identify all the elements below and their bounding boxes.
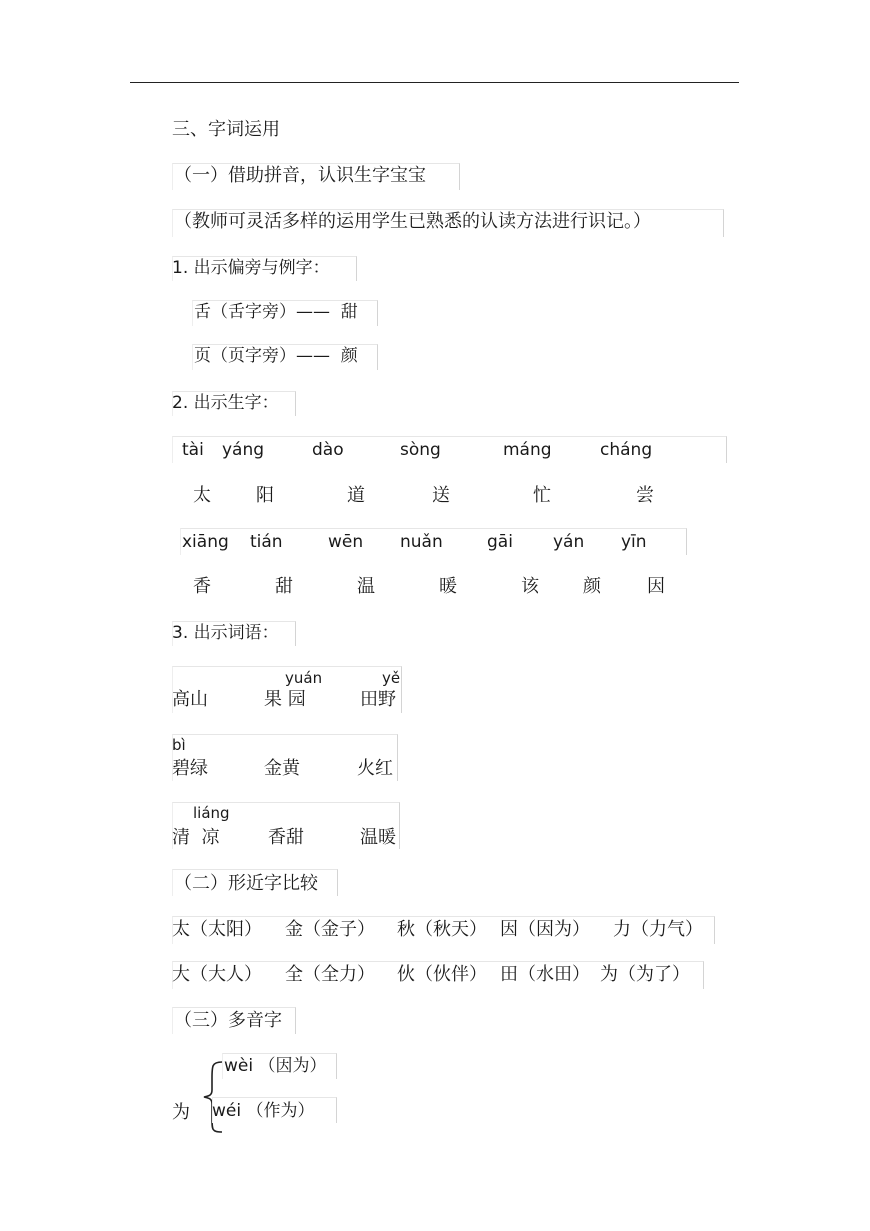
- character: 温: [357, 576, 375, 597]
- compare-item: 因（因为）: [500, 919, 590, 940]
- pinyin: gāi: [487, 532, 513, 552]
- pinyin: tài: [182, 440, 204, 460]
- character: 阳: [256, 485, 274, 506]
- compare-item: 伙（伙伴）: [397, 964, 487, 985]
- compare-item: 金（金子）: [285, 919, 375, 940]
- compare-item: 全（全力）: [285, 964, 375, 985]
- polyphone-char: 为: [172, 1102, 190, 1123]
- pinyin: liáng: [193, 804, 230, 822]
- radical-item-1: 舌（舌字旁）—— 甜: [194, 302, 358, 322]
- pinyin: bì: [172, 736, 186, 754]
- pinyin: cháng: [600, 440, 653, 460]
- character: 道: [347, 485, 365, 506]
- part1-heading: （一）借助拼音，认识生字宝宝: [174, 165, 426, 186]
- character: 送: [432, 485, 450, 506]
- section-title: 三、字词运用: [172, 119, 280, 140]
- pinyin: xiāng: [182, 532, 229, 552]
- character: 甜: [275, 576, 293, 597]
- character: 香: [193, 576, 211, 597]
- part2-heading: （二）形近字比较: [174, 873, 318, 894]
- character: 太: [193, 485, 211, 506]
- pinyin: yě: [382, 669, 401, 687]
- word: 碧绿: [172, 758, 208, 779]
- reading: wéi （作为）: [212, 1101, 315, 1121]
- radical-item-2: 页（页字旁）—— 颜: [194, 346, 358, 366]
- compare-item: 秋（秋天）: [397, 919, 487, 940]
- word: 田野: [360, 689, 396, 710]
- compare-item: 田（水田）: [500, 964, 590, 985]
- word: 金黄: [264, 758, 300, 779]
- word: 果 园: [264, 689, 306, 710]
- word: 高山: [172, 689, 208, 710]
- step1-label: 1. 出示偏旁与例字：: [172, 258, 330, 278]
- compare-item: 大（大人）: [172, 964, 262, 985]
- word: 清 凉: [172, 827, 220, 848]
- character: 暖: [439, 576, 457, 597]
- word: 香甜: [268, 827, 304, 848]
- pinyin: yuán: [285, 669, 323, 687]
- part3-heading: （三）多音字: [174, 1010, 282, 1031]
- character: 因: [647, 576, 665, 597]
- pinyin: yáng: [222, 440, 265, 460]
- pinyin: dào: [312, 440, 344, 460]
- character: 尝: [636, 485, 654, 506]
- compare-item: 太（太阳）: [172, 919, 262, 940]
- pinyin: yán: [553, 532, 585, 552]
- teacher-note: （教师可灵活多样的运用学生已熟悉的认读方法进行识记。）: [174, 211, 651, 232]
- word: 火红: [357, 758, 393, 779]
- pinyin: máng: [503, 440, 552, 460]
- character: 该: [521, 576, 539, 597]
- word: 温暖: [360, 827, 396, 848]
- pinyin: yīn: [621, 532, 647, 552]
- step3-label: 3. 出示词语：: [172, 623, 279, 643]
- reading: wèi （因为）: [224, 1056, 327, 1076]
- character: 忙: [533, 485, 551, 506]
- step2-label: 2. 出示生字：: [172, 393, 279, 413]
- pinyin: sòng: [400, 440, 441, 460]
- pinyin: nuǎn: [400, 532, 443, 552]
- pinyin: tián: [250, 532, 283, 552]
- character: 颜: [583, 576, 601, 597]
- top-rule: [130, 82, 739, 83]
- compare-item: 力（力气）: [613, 919, 703, 940]
- pinyin: wēn: [328, 532, 364, 552]
- compare-item: 为（为了）: [600, 964, 690, 985]
